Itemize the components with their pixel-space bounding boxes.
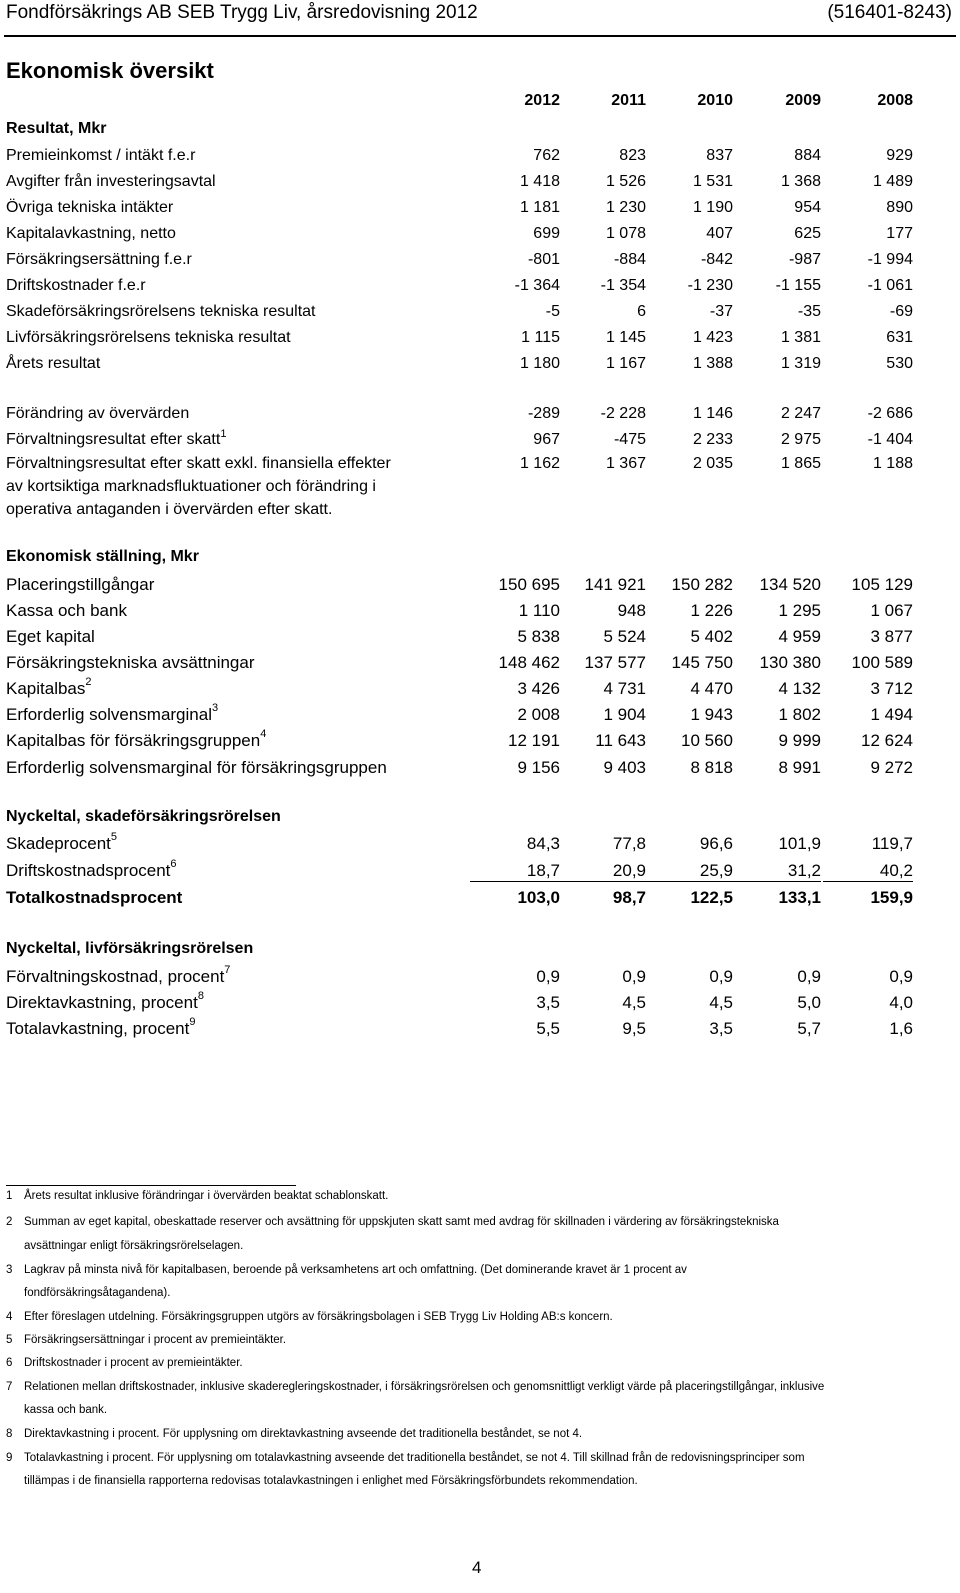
header-org-number: (516401-8243) [827,2,952,23]
page-header [6,2,952,26]
section-heading [6,940,960,964]
row-value: 5,7 [797,1019,821,1038]
row-label [6,888,182,908]
row-value: -1 364 [514,277,560,294]
row-label-text: Nyckeltal, skadeförsäkringsrörelsen [6,808,281,825]
row-value: 1 494 [870,705,913,724]
row-label-text: Livförsäkringsrörelsens tekniska resultat [6,329,291,346]
row-label-text: Försäkringsersättning f.e.r [6,251,192,268]
row-value: 12 624 [861,731,913,750]
row-value: 159,9 [870,888,913,907]
row-value: 4 470 [690,679,733,698]
table-row [6,199,960,223]
row-value: 1 181 [519,199,560,216]
row-value: 954 [794,199,821,216]
row-value: 150 282 [671,575,733,594]
row-label-text: Nyckeltal, livförsäkringsrörelsen [6,940,254,957]
row-value: 77,8 [612,834,646,853]
row-label [6,575,154,595]
row-label-text: Skadeprocent [6,834,111,853]
row-value: 3 426 [517,679,560,698]
row-value: 9 272 [870,758,913,777]
row-label [6,147,195,165]
row-value: 150 695 [498,575,560,594]
row-value: 8 991 [778,758,821,777]
row-value: 625 [794,225,821,242]
table-row [6,702,960,729]
row-value: 1 230 [605,199,646,216]
row-label-text: Avgifter från investeringsavtal [6,173,216,190]
row-label [6,728,267,751]
row-label-text: Förvaltningsresultat efter skatt exkl. finansiella effekter [6,455,391,472]
footnote-ref: 6 [170,858,177,870]
row-value: 967 [533,431,560,448]
table-row [6,653,960,677]
footnote-text: Årets resultat inklusive förändringar i övervärden beaktat schablonskatt. [24,1190,389,1202]
table-row [6,355,960,379]
row-value: 0,9 [622,967,646,986]
row-value: 84,3 [526,834,560,853]
row-value: 5,5 [536,1019,560,1038]
row-value: 4 731 [603,679,646,698]
row-label-text: Förvaltningsresultat efter skatt [6,431,221,448]
row-value: 3 877 [870,627,913,646]
row-value: 5 402 [690,627,733,646]
row-value: 1 802 [778,705,821,724]
row-label [6,405,189,423]
footnote-text: Relationen mellan driftskostnader, inklusive skaderegleringskostnader, i försäkringsrörelsen och genomsnittligt verkligt värde på placeringstillgångar, inklusive [24,1381,825,1393]
row-value: -1 404 [867,431,913,448]
footnote-ref: 4 [260,728,267,740]
row-label [6,251,192,269]
row-value: 2 035 [692,455,733,472]
row-value: 145 750 [671,653,733,672]
row-value: -801 [527,251,560,268]
row-value: 4,0 [889,993,913,1012]
row-label [6,653,255,673]
table-row [6,858,960,885]
footnote-number: 5 [6,1334,13,1346]
row-label [6,173,216,191]
row-value: 141 921 [584,575,646,594]
row-value: 98,7 [612,888,646,907]
footnote-number: 2 [6,1216,13,1228]
row-value: 1 489 [872,173,913,190]
footnote-divider [6,1185,296,1186]
row-value: 1 418 [519,173,560,190]
row-value: 1 146 [692,405,733,422]
row-value: -5 [545,303,560,320]
table-row [6,478,960,502]
row-value: 762 [533,147,560,164]
row-value: 1 423 [692,329,733,346]
table-row [6,676,960,703]
section-heading [6,808,960,832]
table-row [6,428,960,455]
row-label-text: Övriga tekniska intäkter [6,199,174,216]
row-value: 2009 [785,92,821,109]
row-label [6,199,173,217]
row-value: 0,9 [889,967,913,986]
footnote-number: 6 [6,1357,13,1369]
table-row [6,888,960,912]
row-value: 40,2 [823,861,913,882]
row-label-text: av kortsiktiga marknadsfluktuationer och förändring i [6,478,376,495]
footnote-number: 9 [6,1452,13,1464]
row-label [6,329,291,347]
row-value: 0,9 [536,967,560,986]
row-value: 823 [619,147,646,164]
row-value: -289 [527,405,560,422]
row-value: 1 368 [780,173,821,190]
row-label-text: Skadeförsäkringsrörelsens tekniska resultat [6,303,316,320]
row-label-text: Kapitalavkastning, netto [6,225,176,242]
row-value: 1 388 [692,355,733,372]
row-label [6,501,332,519]
row-value: 1 226 [690,601,733,620]
row-label [6,758,387,778]
table-row [6,831,960,858]
row-value: 1 190 [692,199,733,216]
row-label [6,808,281,826]
row-label-text: Resultat, Mkr [6,120,107,137]
footnote-ref: 2 [85,676,92,688]
page-title: Ekonomisk översikt [6,58,214,83]
table-row [6,758,960,782]
row-value: 96,6 [699,834,733,853]
footnote-number: 7 [6,1381,13,1393]
table-row [6,303,960,327]
row-value: 1 145 [605,329,646,346]
row-label [6,277,146,295]
row-value: 1 531 [692,173,733,190]
row-value: 1 319 [780,355,821,372]
footnote-text: Efter föreslagen utdelning. Försäkringsgruppen utgörs av försäkringsbolagen i SEB Trygg Liv Holding AB:s koncern. [24,1311,613,1323]
row-value: 6 [637,303,646,320]
row-label-text: Kapitalbas för försäkringsgruppen [6,731,261,750]
row-label-text: Erforderlig solvensmarginal för försäkringsgruppen [6,758,387,777]
footnote-number: 3 [6,1264,13,1276]
row-label-text: Eget kapital [6,627,95,646]
footnote-text: Driftskostnader i procent av premieintäkter. [24,1357,243,1369]
table-row [6,601,960,625]
row-label-text: Driftskostnadsprocent [6,861,171,880]
table-row [6,277,960,301]
table-row [6,575,960,599]
row-value: 11 643 [595,731,646,750]
row-label [6,478,376,496]
footnote-ref: 1 [220,428,227,440]
row-value: 12 191 [508,731,560,750]
row-label-text: Totalavkastning, procent [6,1019,190,1038]
row-label [6,702,219,725]
table-row [6,964,960,991]
row-value: -884 [613,251,646,268]
footnote-text: fondförsäkringsåtagandena). [24,1287,171,1299]
row-value: 18,7 [470,861,560,882]
row-value: 4,5 [709,993,733,1012]
table-row [6,501,960,525]
footnote-ref: 9 [189,1016,196,1028]
row-value: 948 [617,601,646,620]
row-label [6,601,127,621]
row-value: 20,9 [556,861,646,882]
table-row [6,990,960,1017]
row-label-text: operativa antaganden i övervärden efter skatt. [6,501,333,518]
row-label-text: Totalkostnadsprocent [6,888,183,907]
row-label [6,303,315,321]
page-number: 4 [472,1558,482,1577]
footnote-number: 1 [6,1190,13,1202]
row-value: 1 526 [605,173,646,190]
row-value: 5 838 [517,627,560,646]
row-label [6,676,92,699]
row-label [6,120,106,138]
row-value: 4 959 [778,627,821,646]
year-header-row [6,92,960,116]
footnote-text: avsättningar enligt försäkringsrörelselagen. [24,1240,244,1252]
row-label-text: Kassa och bank [6,601,127,620]
row-value: 2011 [611,92,646,109]
row-label [6,990,204,1013]
table-row [6,225,960,249]
row-value: 130 380 [759,653,821,672]
row-value: 1 162 [519,455,560,472]
row-label-text: Direktavkastning, procent [6,993,198,1012]
row-value: 122,5 [690,888,733,907]
row-label [6,858,177,881]
header-divider [4,35,956,37]
table-row [6,728,960,755]
row-label [6,548,199,566]
footnote-number: 8 [6,1428,13,1440]
footnote-ref: 8 [197,990,204,1002]
row-value: 2 008 [517,705,560,724]
row-label-text: Erforderlig solvensmarginal [6,705,212,724]
row-value: -987 [788,251,821,268]
row-label [6,428,227,449]
row-value: 1 167 [605,355,646,372]
row-value: 1,6 [889,1019,913,1038]
row-value: -2 686 [867,405,913,422]
row-value: 133,1 [778,888,821,907]
table-row [6,147,960,171]
row-value: 1 067 [870,601,913,620]
row-value: 3,5 [709,1019,733,1038]
footnote-ref: 7 [224,964,231,976]
row-value: 1 078 [605,225,646,242]
footnote-text: kassa och bank. [24,1404,108,1416]
row-value: -1 994 [867,251,913,268]
row-label [6,964,231,987]
row-value: 177 [886,225,913,242]
row-value: 100 589 [851,653,913,672]
row-value: 837 [706,147,733,164]
row-value: 9 999 [778,731,821,750]
table-row [6,405,960,429]
row-value: 1 381 [780,329,821,346]
row-label-text: Förvaltningskostnad, procent [6,967,225,986]
row-label-text: Försäkringstekniska avsättningar [6,653,255,672]
row-value: 1 188 [872,455,913,472]
row-value: 1 110 [518,601,560,620]
row-value: 101,9 [778,834,821,853]
row-value: 2008 [877,92,913,109]
row-value: 2 247 [780,405,821,422]
row-label-text: Premieinkomst / intäkt f.e.r [6,147,196,164]
row-value: 119,7 [871,834,913,853]
row-value: 2 975 [780,431,821,448]
row-label [6,1016,196,1039]
footnote-text: Direktavkastning i procent. För upplysning om direktavkastning avseende det traditionella beståndet, se not 4. [24,1428,583,1440]
row-label-text: Årets resultat [6,355,101,372]
table-row [6,627,960,651]
section-heading [6,120,960,144]
row-value: -1 155 [775,277,821,294]
row-label [6,831,118,854]
row-label-text: Förändring av övervärden [6,405,190,422]
footnote-number: 4 [6,1311,13,1323]
table-row [6,455,960,479]
row-value: -2 228 [600,405,646,422]
table-row [6,329,960,353]
footnote-text: Summan av eget kapital, obeskattade reserver och avsättning för uppskjuten skatt samt med avdrag för skillnaden i värdering av försäkringstekniska [24,1216,779,1228]
row-value: 0,9 [709,967,733,986]
row-value: 884 [794,147,821,164]
section-heading [6,548,960,572]
row-value: 31,2 [731,861,821,882]
row-value: 0,9 [797,967,821,986]
row-value: 1 115 [521,329,560,346]
row-value: 9 403 [603,758,646,777]
row-value: 3 712 [870,679,913,698]
row-value: 9,5 [622,1019,646,1038]
row-value: 890 [886,199,913,216]
footnote-text: Lagkrav på minsta nivå för kapitalbasen, beroende på verksamhetens art och omfattning. (Det dominerande kravet är 1 procent av [24,1264,687,1276]
row-value: 4,5 [622,993,646,1012]
row-value: -1 061 [867,277,913,294]
row-value: 1 904 [603,705,646,724]
row-value: 103,0 [517,888,560,907]
row-value: -842 [700,251,733,268]
row-value: 407 [706,225,733,242]
row-value: 1 180 [519,355,560,372]
row-label [6,225,176,243]
row-value: 1 865 [780,455,821,472]
row-value: 105 129 [851,575,913,594]
row-value: 8 818 [690,758,733,777]
row-label [6,355,100,373]
row-label-text: Placeringstillgångar [6,575,155,594]
header-title: Fondförsäkrings AB SEB Trygg Liv, årsredovisning 2012 [6,2,478,23]
row-value: 929 [886,147,913,164]
row-value: -69 [889,303,913,320]
row-value: 1 943 [690,705,733,724]
row-value: -1 354 [600,277,646,294]
row-value: 4 132 [778,679,821,698]
row-value: 1 295 [778,601,821,620]
row-value: 25,9 [643,861,733,882]
row-value: -1 230 [687,277,733,294]
row-value: 2012 [524,92,560,109]
row-value: 5,0 [797,993,821,1012]
row-value: 699 [533,225,560,242]
row-label [6,940,253,958]
row-value: 10 560 [681,731,733,750]
row-value: 137 577 [584,653,646,672]
row-value: -475 [613,431,646,448]
row-value: 5 524 [603,627,646,646]
footnote-text: tillämpas i de finansiella rapporterna redovisas totalavkastningen i enlighet med Försäkringsförbundets rekommendation. [24,1475,638,1487]
row-label [6,455,391,473]
row-value: 3,5 [536,993,560,1012]
row-value: 134 520 [759,575,821,594]
footnote-ref: 3 [211,702,219,714]
table-row [6,173,960,197]
row-value: 1 367 [605,455,646,472]
row-label-text: Kapitalbas [6,679,86,698]
row-value: 2010 [697,92,733,109]
table-row [6,1016,960,1043]
row-label-text: Ekonomisk ställning, Mkr [6,548,199,565]
row-label [6,627,95,647]
row-value: 2 233 [692,431,733,448]
footnote-ref: 5 [110,831,118,843]
row-value: 631 [886,329,913,346]
footnote-text: Totalavkastning i procent. För upplysning om totalavkastning avseende det traditionella beståndet, se not 4. Till skillnad från de redovisningsprinciper som [24,1452,805,1464]
footnote-text: Försäkringsersättningar i procent av premieintäkter. [24,1334,287,1346]
row-label-text: Driftskostnader f.e.r [6,277,146,294]
row-value: -37 [709,303,733,320]
table-row [6,251,960,275]
row-value: 148 462 [498,653,560,672]
row-value: 9 156 [517,758,560,777]
row-value: 530 [886,355,913,372]
row-value: -35 [797,303,821,320]
